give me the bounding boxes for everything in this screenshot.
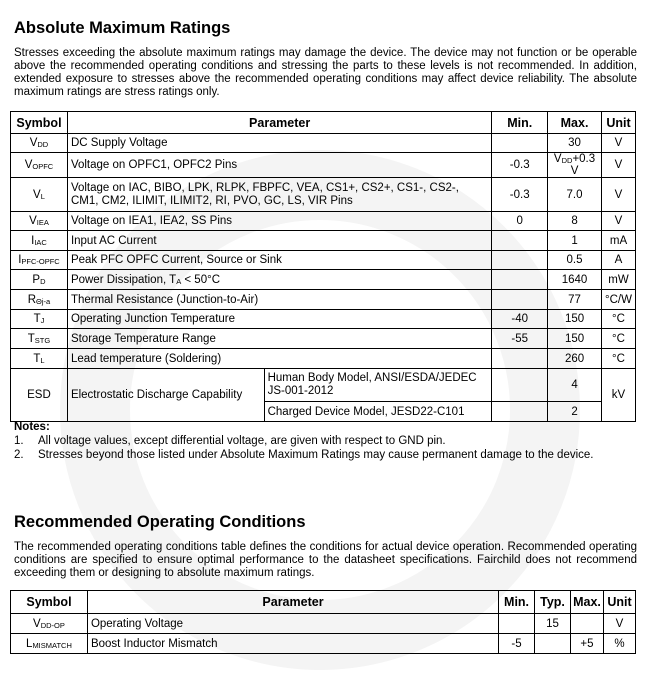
symbol-cell: $L_{MISMATCH}$	[11, 634, 88, 654]
esd-hbm-max-cell: 4	[548, 369, 602, 402]
table-row	[11, 178, 636, 212]
min-cell	[492, 251, 548, 270]
esd-cdm-cell: Charged Device Model, JESD22-C101	[264, 402, 492, 422]
esd-hbm-cell: Human Body Model, ANSI/ESDA/JEDEC JS-001-2012	[264, 369, 492, 402]
unit-cell: °C	[602, 329, 636, 349]
table-row	[11, 134, 636, 153]
table-row	[11, 310, 636, 329]
symbol-cell: $I_{IAC}$	[11, 231, 68, 251]
max-cell: 30	[548, 134, 602, 153]
min-cell	[492, 270, 548, 290]
note-number: 2.	[14, 449, 24, 461]
note-item	[14, 448, 634, 462]
esd-parameter-cell: Electrostatic Discharge Capability	[67, 369, 264, 422]
abs-header-row	[11, 112, 636, 134]
unit-cell: V	[602, 153, 636, 178]
max-cell: 1	[548, 231, 602, 251]
unit-cell: A	[602, 251, 636, 270]
symbol-cell: $T_{STG}$	[11, 329, 68, 349]
parameter-cell: Operating Junction Temperature	[67, 310, 491, 329]
symbol-cell: $V_{DD-OP}$	[11, 614, 88, 634]
esd-row	[11, 369, 636, 402]
esd-hbm-min-cell	[492, 369, 548, 402]
note-number: 1.	[14, 435, 24, 447]
max-cell: 8	[548, 212, 602, 231]
col-parameter: Parameter	[67, 112, 491, 134]
min-cell: -5	[499, 634, 535, 654]
symbol-cell: $R_{\Theta j-a}$	[11, 290, 68, 310]
parameter-cell: Voltage on IAC, BIBO, LPK, RLPK, FBPFC, VEA, CS1+, CS2+, CS1-, CS2-, CM1, CM2, ILIMIT, ILIMIT2, RI, PVO, GC, LS, VIR Pins	[67, 178, 491, 212]
col-symbol: Symbol	[11, 591, 88, 614]
roc-intro: The recommended operating conditions table defines the conditions for actual device operation. Recommended operating conditions are specified to ensure optimal performance to the datasheet specifications. Fairchild does not recommend exceeding them or designing to absolute maximum ratings.	[14, 541, 637, 579]
min-cell: -0.3	[492, 153, 548, 178]
note-text: Stresses beyond those listed under Absolute Maximum Ratings may cause permanent damage to the device.	[38, 449, 594, 461]
min-cell: -0.3	[492, 178, 548, 212]
symbol-cell: $P_D$	[11, 270, 68, 290]
table-row	[11, 212, 636, 231]
col-unit: Unit	[602, 112, 636, 134]
table-row	[11, 270, 636, 290]
parameter-cell: Voltage on IEA1, IEA2, SS Pins	[67, 212, 491, 231]
symbol-cell: $V_{OPFC}$	[11, 153, 68, 178]
table-row	[11, 290, 636, 310]
esd-symbol-cell: ESD	[11, 369, 68, 422]
parameter-cell: Storage Temperature Range	[67, 329, 491, 349]
roc-title: Recommended Operating Conditions	[14, 513, 306, 531]
esd-unit-cell: kV	[602, 369, 636, 422]
parameter-cell: Input AC Current	[67, 231, 491, 251]
max-cell: 150	[548, 310, 602, 329]
typ-cell: 15	[535, 614, 571, 634]
unit-cell: V	[602, 178, 636, 212]
col-min: Min.	[492, 112, 548, 134]
note-text: All voltage values, except differential voltage, are given with respect to GND pin.	[38, 435, 446, 447]
unit-cell: °C	[602, 310, 636, 329]
esd-cdm-min-cell	[492, 402, 548, 422]
col-unit: Unit	[603, 591, 635, 614]
table-row	[11, 153, 636, 178]
unit-cell: V	[602, 134, 636, 153]
col-max: Max.	[548, 112, 602, 134]
max-cell: 77	[548, 290, 602, 310]
notes-title: Notes:	[14, 421, 50, 433]
max-cell	[570, 614, 603, 634]
unit-cell: V	[602, 212, 636, 231]
unit-cell: mA	[602, 231, 636, 251]
col-max: Max.	[570, 591, 603, 614]
parameter-cell: Peak PFC OPFC Current, Source or Sink	[67, 251, 491, 270]
parameter-cell: DC Supply Voltage	[67, 134, 491, 153]
roc-header-row	[11, 591, 636, 614]
min-cell: -40	[492, 310, 548, 329]
abs-max-table	[10, 111, 636, 422]
symbol-cell: $V_L$	[11, 178, 68, 212]
table-row	[11, 231, 636, 251]
symbol-cell: $V_{DD}$	[11, 134, 68, 153]
symbol-cell: $V_{IEA}$	[11, 212, 68, 231]
symbol-cell: $I_{PFC-OPFC}$	[11, 251, 68, 270]
unit-cell: mW	[602, 270, 636, 290]
min-cell	[492, 290, 548, 310]
roc-table	[10, 590, 636, 654]
min-cell: 0	[492, 212, 548, 231]
max-cell: 7.0	[548, 178, 602, 212]
min-cell	[499, 614, 535, 634]
max-cell: 0.5	[548, 251, 602, 270]
parameter-cell: Operating Voltage	[87, 614, 498, 634]
parameter-cell: Power Dissipation, $T_A < 50^\circ C$	[67, 270, 491, 290]
max-cell: $V_{DD}+0.3$ V	[548, 153, 602, 178]
unit-cell: V	[603, 614, 635, 634]
max-cell: 150	[548, 329, 602, 349]
table-row	[11, 349, 636, 369]
col-typ: Typ.	[535, 591, 571, 614]
min-cell: -55	[492, 329, 548, 349]
max-cell: +5	[570, 634, 603, 654]
parameter-cell: Thermal Resistance (Junction-to-Air)	[67, 290, 491, 310]
esd-cdm-max-cell: 2	[548, 402, 602, 422]
table-row	[11, 251, 636, 270]
symbol-cell: $T_J$	[11, 310, 68, 329]
typ-cell	[535, 634, 571, 654]
parameter-cell: Lead temperature (Soldering)	[67, 349, 491, 369]
symbol-cell: $T_L$	[11, 349, 68, 369]
unit-cell: °C/W	[602, 290, 636, 310]
parameter-cell: Boost Inductor Mismatch	[87, 634, 498, 654]
min-cell	[492, 349, 548, 369]
abs-max-title: Absolute Maximum Ratings	[14, 19, 231, 37]
note-item	[14, 434, 634, 448]
max-cell: 1640	[548, 270, 602, 290]
notes	[14, 420, 634, 462]
abs-max-intro: Stresses exceeding the absolute maximum ratings may damage the device. The device may not function or be operable above the recommended operating conditions and stressing the parts to these levels is not recommended. In addition, extended exposure to stresses above the recommended operating conditions may affect device reliability. The absolute maximum ratings are stress ratings only.	[14, 47, 637, 98]
min-cell	[492, 134, 548, 153]
min-cell	[492, 231, 548, 251]
col-min: Min.	[499, 591, 535, 614]
col-symbol: Symbol	[11, 112, 68, 134]
col-parameter: Parameter	[87, 591, 498, 614]
unit-cell: %	[603, 634, 635, 654]
table-row	[11, 634, 636, 654]
parameter-cell: Voltage on OPFC1, OPFC2 Pins	[67, 153, 491, 178]
unit-cell: °C	[602, 349, 636, 369]
table-row	[11, 329, 636, 349]
max-cell: 260	[548, 349, 602, 369]
table-row	[11, 614, 636, 634]
